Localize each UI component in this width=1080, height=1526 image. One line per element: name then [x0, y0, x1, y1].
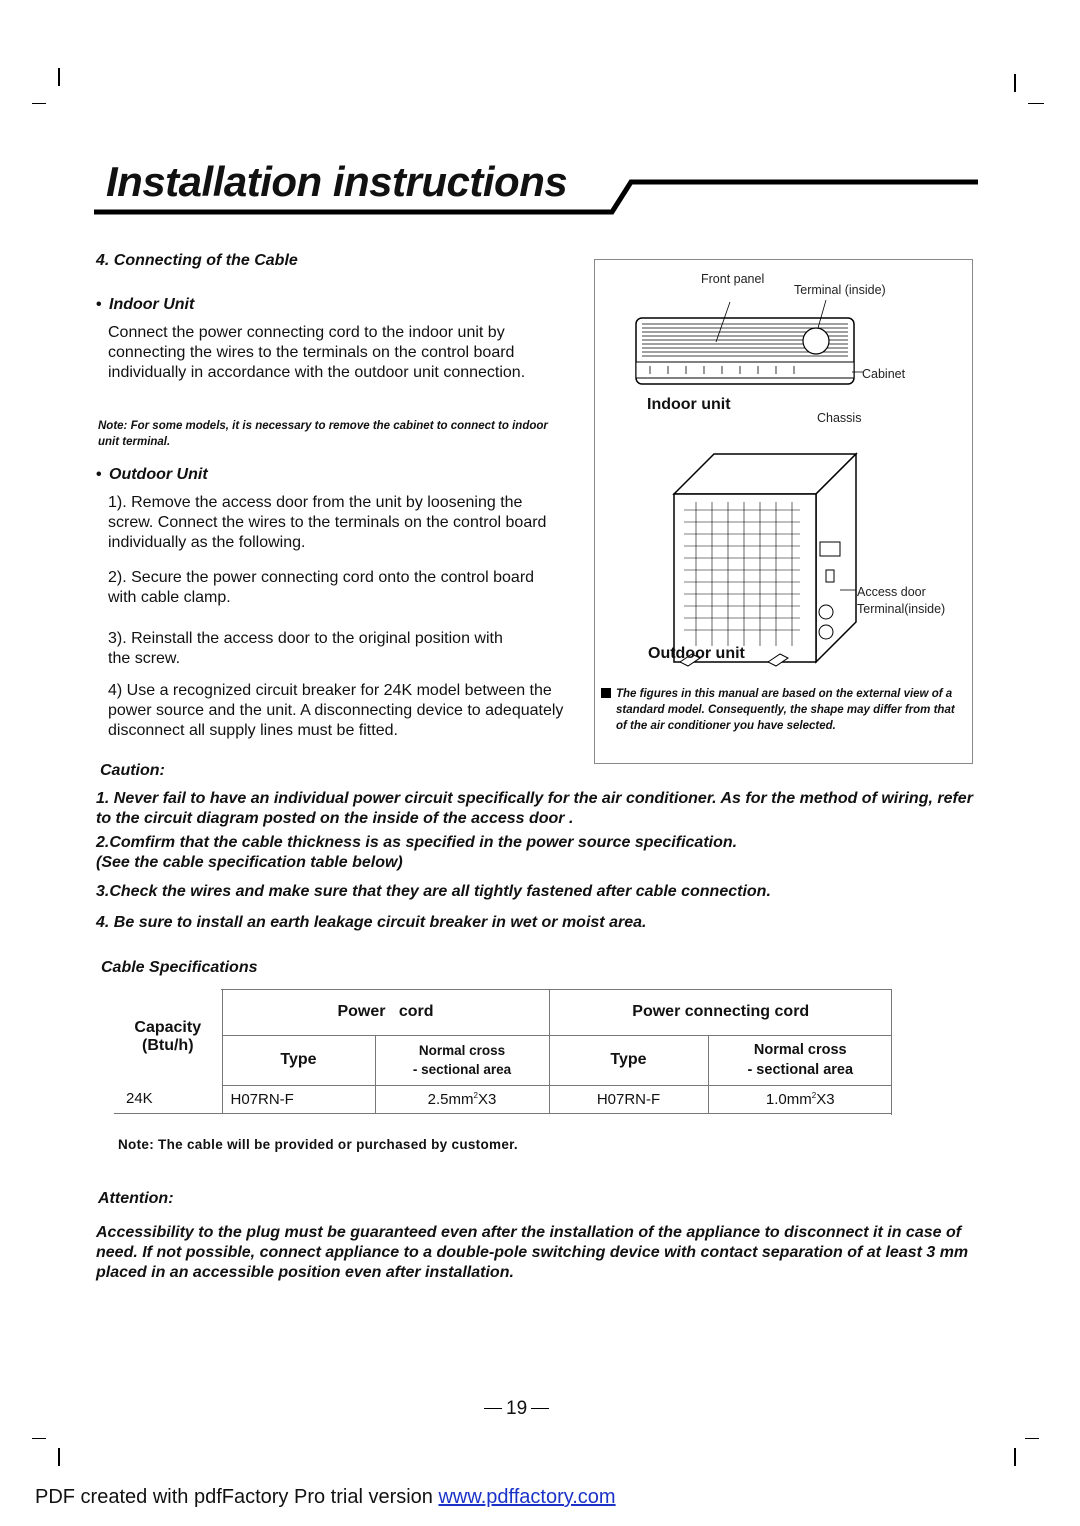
outdoor-step-1: 1). Remove the access door from the unit by loosening the screw. Connect the wires to the terminals on the control board individually as the following.: [108, 494, 547, 551]
indoor-unit-heading: [96, 296, 194, 314]
outdoor-unit-heading: [96, 466, 208, 484]
table-row: [114, 1085, 892, 1113]
power-cord-area-header: [375, 1035, 549, 1085]
page-number-value: 19: [506, 1398, 528, 1419]
table-right-border: [891, 989, 892, 1115]
sectional-area-label-2: - sectional area: [747, 1062, 854, 1078]
outdoor-step-4: 4) Use a recognized circuit breaker for 24K model between the power source and the unit. A disconnecting device to adequately disconnect all supply lines must be fitted.: [108, 682, 564, 739]
terminal-inside-label-2: Terminal(inside): [857, 602, 946, 616]
outdoor-step-3: 3). Reinstall the access door to the original position with the screw.: [108, 630, 503, 667]
capacity-header: Capacity: [134, 1019, 202, 1036]
indoor-unit-heading-text: Indoor Unit: [109, 296, 195, 313]
caution-item-2b: (See the cable specification table below): [96, 854, 403, 871]
pdf-footer: [35, 1486, 616, 1509]
page-number-dash-left: [484, 1408, 502, 1409]
footer-text: PDF created with pdfFactory Pro trial version: [35, 1486, 439, 1508]
outdoor-unit-illustration: [660, 450, 860, 670]
section-heading: 4. Connecting of the Cable: [96, 252, 298, 269]
power-connecting-cord-header: Power connecting cord: [549, 989, 892, 1035]
capacity-cell: 24K: [114, 1085, 222, 1113]
footer-link[interactable]: www.pdffactory.com: [438, 1486, 616, 1508]
power-connecting-area-sup: 2: [811, 1090, 817, 1100]
chassis-label: Chassis: [817, 411, 862, 425]
power-cord-area-mult: X3: [477, 1090, 497, 1108]
power-connecting-area-value: 1.0mm: [765, 1090, 812, 1108]
caution-item-2: 2.Comfirm that the cable thickness is as specified in the power source specification.: [96, 834, 738, 851]
outdoor-step-2: 2). Secure the power connecting cord onto the control board with cable clamp.: [108, 569, 535, 606]
access-door-label: Access door: [857, 585, 926, 599]
indoor-unit-illustration: [620, 300, 870, 400]
attention-text: Accessibility to the plug must be guaranteed even after the installation of the appliance to disconnect it in case of need. If not possible, connect appliance to a double-pole switching device with contact separation of at least 3 mm placed in an accessible position even after installation.: [96, 1224, 969, 1281]
cable-spec-table: [114, 989, 892, 1114]
cable-spec-note: Note: The cable will be provided or purchased by customer.: [118, 1137, 518, 1152]
crop-mark: [1028, 103, 1044, 104]
power-cord-area-cell: [375, 1085, 549, 1113]
crop-mark: [1025, 1438, 1039, 1439]
normal-cross-label-2: Normal cross: [753, 1042, 847, 1058]
normal-cross-label: Normal cross: [418, 1043, 506, 1058]
page-title: Installation instructions: [106, 158, 568, 205]
power-connecting-type-header: Type: [549, 1035, 708, 1085]
crop-mark: [32, 103, 46, 104]
btuh-header: (Btu/h): [141, 1037, 194, 1054]
title-underline: [94, 174, 984, 220]
crop-mark: [32, 1438, 46, 1439]
outdoor-unit-heading-text: Outdoor Unit: [109, 466, 208, 483]
power-cord-type-header: Type: [222, 1035, 375, 1085]
crop-mark: [58, 1448, 60, 1466]
caution-item-1: 1. Never fail to have an individual power circuit specifically for the air conditioner. As for the method of wiring, refer to the circuit diagram posted on the inside of the access door .: [96, 790, 973, 827]
power-cord-area-sup: 2: [473, 1090, 478, 1100]
power-connecting-area-header: [708, 1035, 892, 1085]
power-cord-area-value: 2.5mm: [427, 1090, 474, 1108]
caution-item-4: 4. Be sure to install an earth leakage circuit breaker in wet or moist area.: [96, 914, 647, 931]
indoor-unit-text: Connect the power connecting cord to the indoor unit by connecting the wires to the terminals on the control board individually in accordance with the outdoor unit connection.: [108, 324, 526, 381]
indoor-unit-note: Note: For some models, it is necessary to remove the cabinet to connect to indoor unit terminal.: [98, 420, 548, 448]
table-top-border: [221, 989, 892, 990]
power-cord-header: Power cord: [222, 989, 549, 1035]
attention-heading: Attention:: [98, 1190, 174, 1207]
outdoor-unit-label: Outdoor unit: [648, 645, 745, 662]
caution-heading: Caution:: [100, 762, 165, 779]
power-connecting-type-cell: H07RN-F: [549, 1085, 708, 1113]
power-cord-type-cell: H07RN-F: [222, 1085, 375, 1113]
figure-note: The figures in this manual are based on the external view of a standard model. Consequently, the shape may differ from that of the air conditioner you have selected.: [616, 688, 955, 732]
caution-item-3: 3.Check the wires and make sure that they are all tightly fastened after cable connection.: [96, 883, 771, 900]
indoor-unit-label: Indoor unit: [647, 396, 731, 413]
power-connecting-area-cell: [708, 1085, 892, 1113]
figure-note-icon: [601, 688, 611, 698]
cabinet-label: Cabinet: [862, 367, 906, 381]
cable-spec-heading: Cable Specifications: [101, 959, 258, 976]
sectional-area-label: - sectional area: [412, 1062, 512, 1077]
crop-mark: [1014, 1448, 1016, 1466]
power-connecting-area-mult: X3: [816, 1090, 835, 1108]
crop-mark: [1014, 74, 1016, 92]
page-number: [484, 1398, 549, 1420]
front-panel-label: Front panel: [701, 272, 765, 286]
crop-mark: [58, 68, 60, 86]
page-number-dash-right: [531, 1408, 549, 1409]
terminal-inside-label: Terminal (inside): [794, 283, 886, 297]
